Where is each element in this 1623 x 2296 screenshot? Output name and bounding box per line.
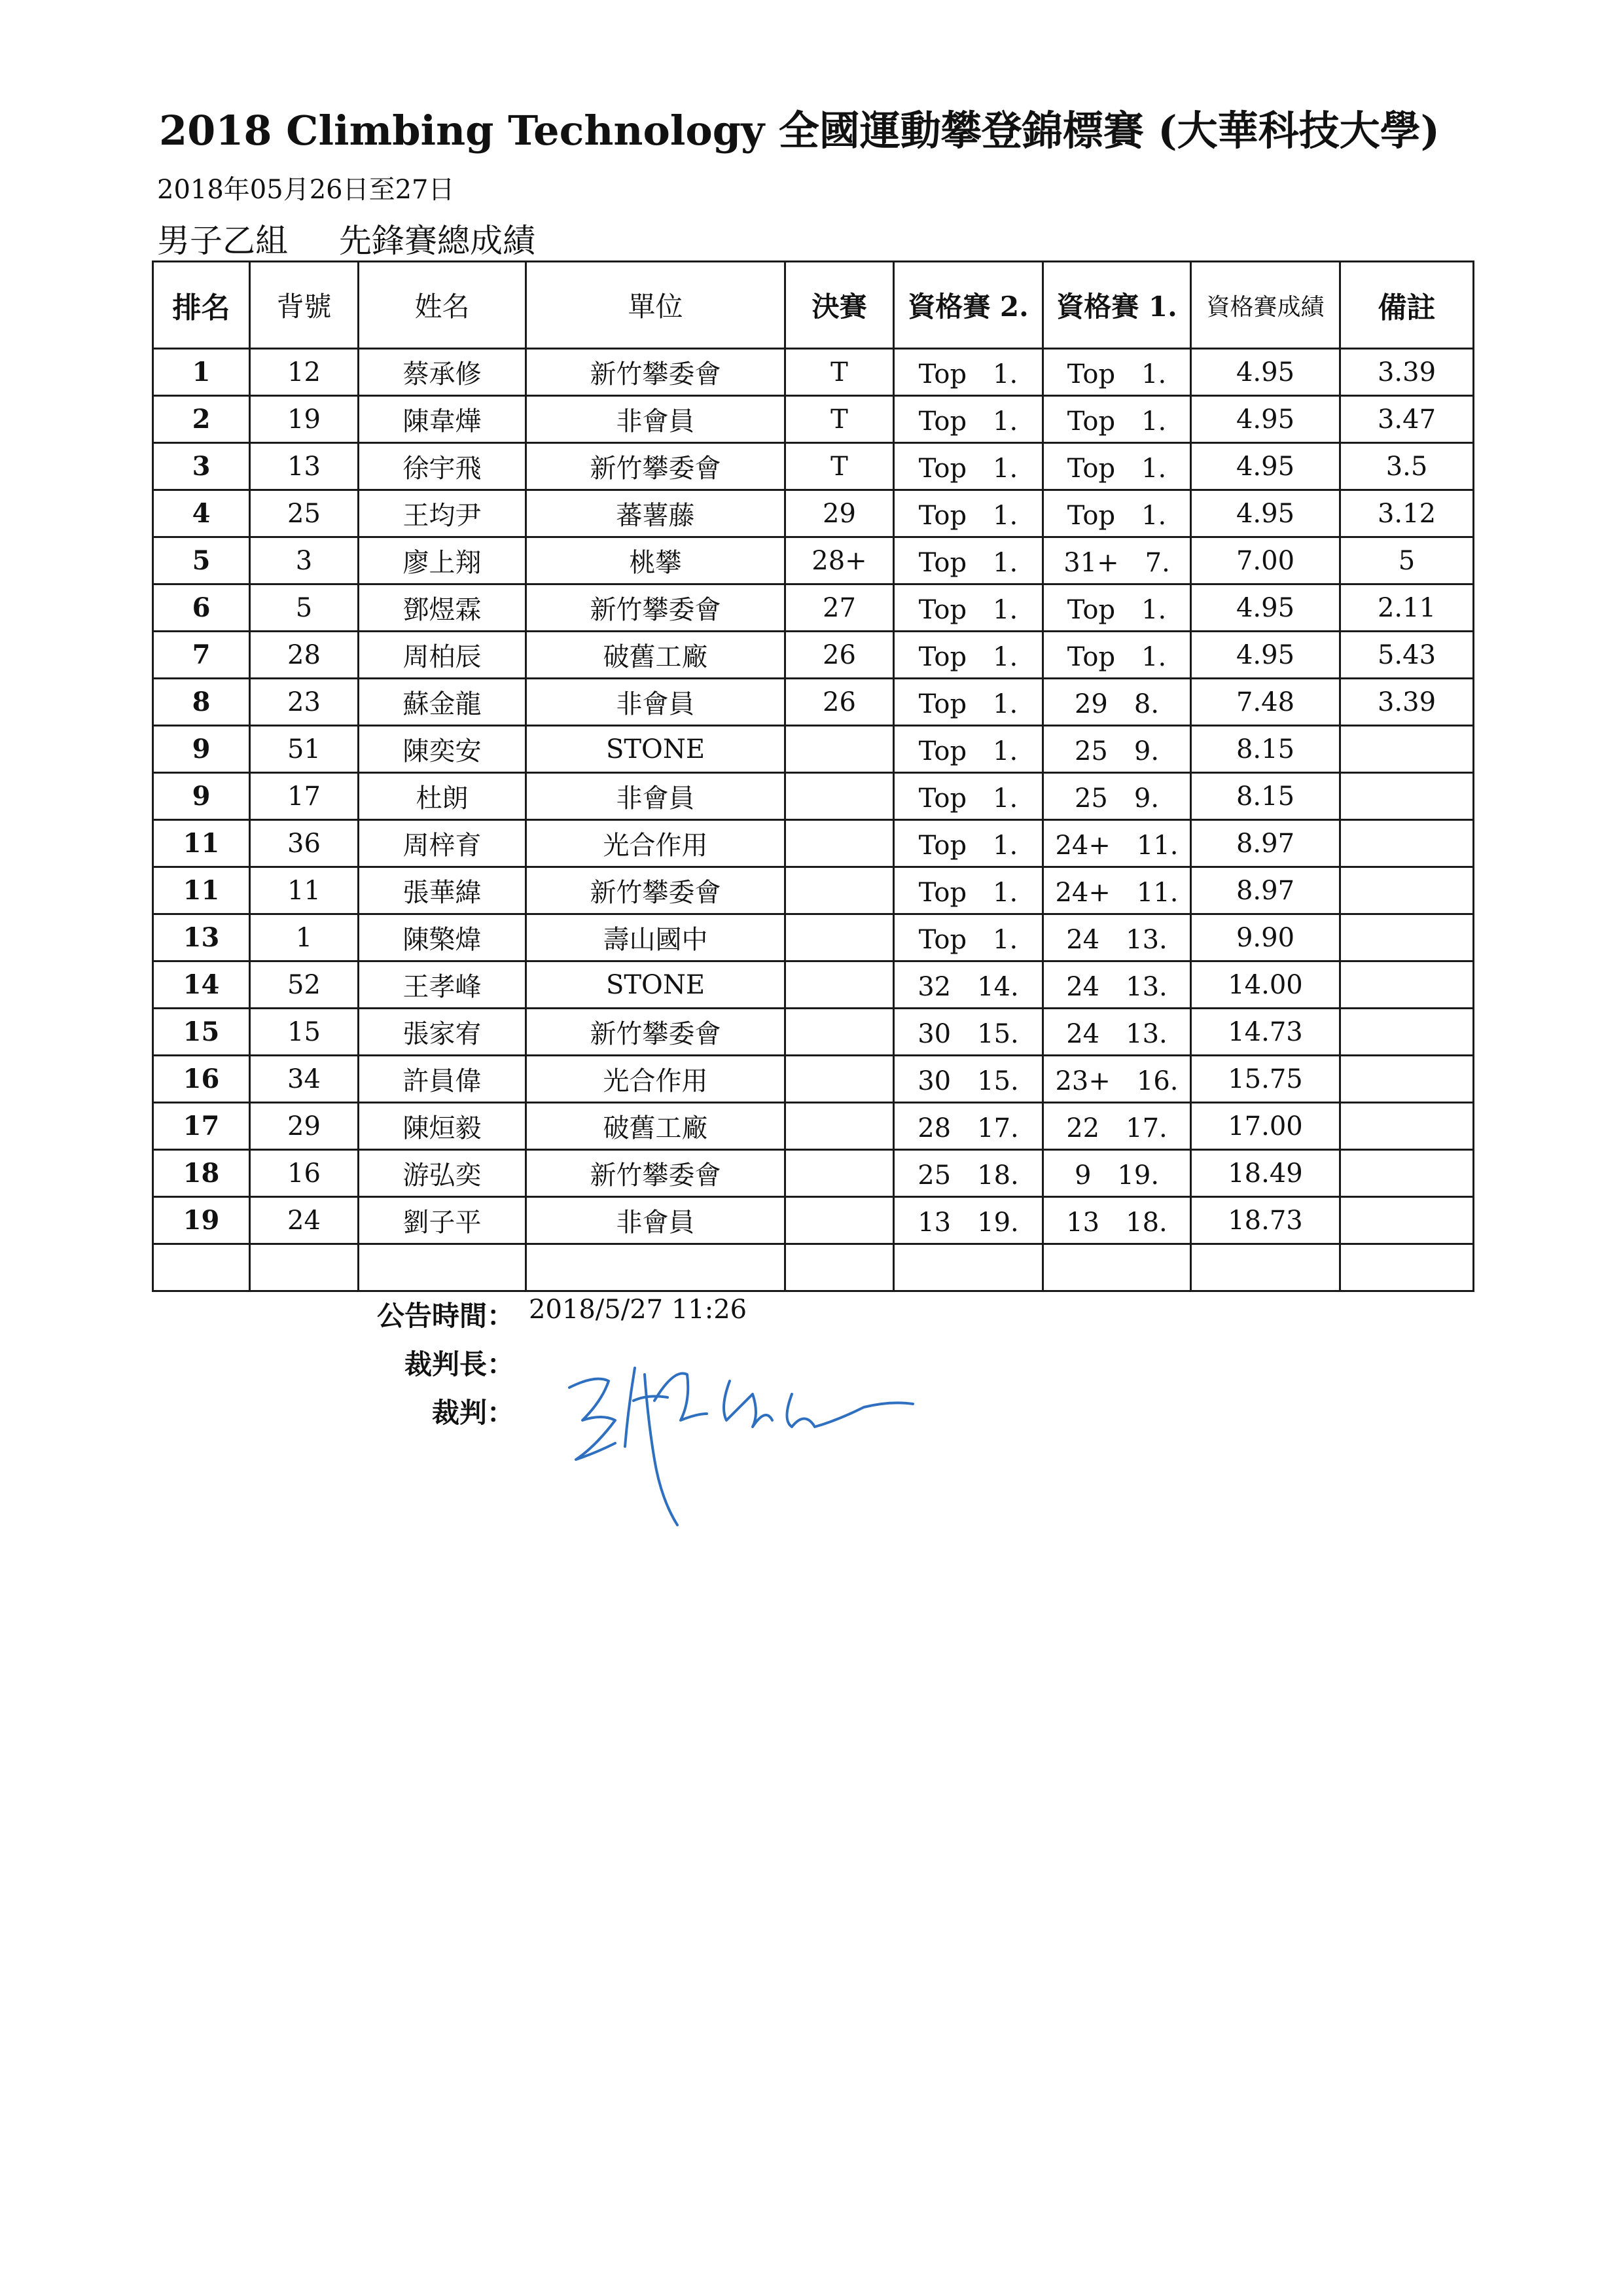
cell-name: 周梓育 — [359, 820, 526, 867]
cell-name: 張華緯 — [359, 867, 526, 914]
cell-rank: 11 — [153, 820, 250, 867]
cell-qual-1: 25 9. — [1043, 773, 1191, 820]
cell-unit: STONE — [526, 961, 785, 1009]
cell-qual-score: 15.75 — [1191, 1056, 1340, 1103]
col-qual-1: 資格賽 1. — [1043, 262, 1191, 349]
cell-qual-1: 29 8. — [1043, 679, 1191, 726]
table-row — [153, 961, 1474, 1009]
cell-name: 張家宥 — [359, 1009, 526, 1056]
table-row — [153, 1150, 1474, 1197]
cell-rank: 16 — [153, 1056, 250, 1103]
cell-qual-1: 22 17. — [1043, 1103, 1191, 1150]
col-bib: 背號 — [250, 262, 359, 349]
announce-label: 公告時間： — [376, 1300, 514, 1332]
cell-qual-2: Top 1. — [894, 820, 1043, 867]
cell-qual-score: 17.00 — [1191, 1103, 1340, 1150]
cell-unit — [526, 1244, 785, 1291]
cell-qual-2: Top 1. — [894, 632, 1043, 679]
cell-qual-score: 14.00 — [1191, 961, 1340, 1009]
cell-final: 28+ — [785, 537, 894, 584]
cell-unit: 新竹攀委會 — [526, 1150, 785, 1197]
cell-unit: 壽山國中 — [526, 914, 785, 961]
cell-qual-1: 24 13. — [1043, 1009, 1191, 1056]
cell-qual-score: 4.95 — [1191, 632, 1340, 679]
cell-qual-score: 4.95 — [1191, 584, 1340, 632]
cell-bib — [250, 1244, 359, 1291]
table-row — [153, 396, 1474, 443]
cell-final: 27 — [785, 584, 894, 632]
cell-rank: 14 — [153, 961, 250, 1009]
cell-note — [1340, 1056, 1474, 1103]
cell-qual-1: 24+ 11. — [1043, 867, 1191, 914]
cell-bib: 34 — [250, 1056, 359, 1103]
cell-qual-1: Top 1. — [1043, 396, 1191, 443]
cell-qual-1: Top 1. — [1043, 349, 1191, 396]
cell-bib: 13 — [250, 443, 359, 490]
cell-name: 周柏辰 — [359, 632, 526, 679]
cell-qual-1: 24+ 11. — [1043, 820, 1191, 867]
cell-qual-score: 7.48 — [1191, 679, 1340, 726]
cell-final: T — [785, 396, 894, 443]
cell-unit: 新竹攀委會 — [526, 1009, 785, 1056]
cell-final — [785, 1150, 894, 1197]
cell-qual-score: 4.95 — [1191, 443, 1340, 490]
cell-name: 劉子平 — [359, 1197, 526, 1244]
cell-bib: 28 — [250, 632, 359, 679]
cell-name: 陳奕安 — [359, 726, 526, 773]
cell-qual-2: Top 1. — [894, 726, 1043, 773]
table-row — [153, 1103, 1474, 1150]
cell-qual-2: Top 1. — [894, 349, 1043, 396]
cell-note — [1340, 1103, 1474, 1150]
cell-final — [785, 726, 894, 773]
cell-qual-1: Top 1. — [1043, 632, 1191, 679]
cell-note: 5.43 — [1340, 632, 1474, 679]
cell-final — [785, 820, 894, 867]
cell-qual-1: Top 1. — [1043, 584, 1191, 632]
cell-note — [1340, 726, 1474, 773]
cell-bib: 1 — [250, 914, 359, 961]
cell-rank: 2 — [153, 396, 250, 443]
cell-bib: 36 — [250, 820, 359, 867]
document-title: 2018 Climbing Technology 全國運動攀登錦標賽 (大華科技大學) — [159, 107, 1440, 154]
cell-bib: 25 — [250, 490, 359, 537]
cell-unit: 蕃薯藤 — [526, 490, 785, 537]
table-row — [153, 490, 1474, 537]
col-final: 決賽 — [785, 262, 894, 349]
table-row — [153, 1197, 1474, 1244]
cell-qual-score: 4.95 — [1191, 349, 1340, 396]
col-qual-score: 資格賽成績 — [1191, 262, 1340, 349]
table-row — [153, 584, 1474, 632]
cell-qual-1: 9 19. — [1043, 1150, 1191, 1197]
handwritten-signature-icon — [556, 1329, 923, 1538]
table-row — [153, 914, 1474, 961]
cell-unit: 光合作用 — [526, 820, 785, 867]
cell-final — [785, 1056, 894, 1103]
cell-unit: 新竹攀委會 — [526, 867, 785, 914]
cell-name: 杜朗 — [359, 773, 526, 820]
division-line — [157, 215, 535, 262]
cell-rank: 1 — [153, 349, 250, 396]
cell-note: 3.47 — [1340, 396, 1474, 443]
table-row — [153, 773, 1474, 820]
cell-rank: 5 — [153, 537, 250, 584]
cell-qual-score: 18.73 — [1191, 1197, 1340, 1244]
cell-rank: 9 — [153, 726, 250, 773]
cell-qual-1: Top 1. — [1043, 490, 1191, 537]
table-header-row — [153, 262, 1474, 349]
cell-qual-score: 14.73 — [1191, 1009, 1340, 1056]
table-row — [153, 632, 1474, 679]
cell-final: T — [785, 349, 894, 396]
cell-bib: 19 — [250, 396, 359, 443]
cell-qual-score: 18.49 — [1191, 1150, 1340, 1197]
cell-qual-1: 31+ 7. — [1043, 537, 1191, 584]
cell-note: 3.12 — [1340, 490, 1474, 537]
announce-time: 2018/5/27 11:26 — [529, 1295, 747, 1325]
cell-qual-1: 23+ 16. — [1043, 1056, 1191, 1103]
cell-unit: 新竹攀委會 — [526, 584, 785, 632]
cell-bib: 23 — [250, 679, 359, 726]
cell-unit: 破舊工廠 — [526, 1103, 785, 1150]
cell-note — [1340, 867, 1474, 914]
cell-unit: 破舊工廠 — [526, 632, 785, 679]
chief-judge-label: 裁判長： — [404, 1348, 514, 1380]
cell-note — [1340, 914, 1474, 961]
cell-note — [1340, 961, 1474, 1009]
cell-name: 廖上翔 — [359, 537, 526, 584]
cell-note: 5 — [1340, 537, 1474, 584]
results-body — [153, 349, 1474, 1291]
cell-unit: STONE — [526, 726, 785, 773]
cell-note: 3.39 — [1340, 349, 1474, 396]
cell-bib: 24 — [250, 1197, 359, 1244]
cell-note — [1340, 773, 1474, 820]
cell-name: 王均尹 — [359, 490, 526, 537]
cell-unit: 新竹攀委會 — [526, 349, 785, 396]
judge-label: 裁判： — [431, 1397, 514, 1429]
cell-qual-1: 13 18. — [1043, 1197, 1191, 1244]
cell-note: 3.39 — [1340, 679, 1474, 726]
results-table — [152, 260, 1474, 1292]
cell-bib: 29 — [250, 1103, 359, 1150]
cell-final: 26 — [785, 679, 894, 726]
cell-qual-2: Top 1. — [894, 679, 1043, 726]
cell-rank: 4 — [153, 490, 250, 537]
table-row — [153, 349, 1474, 396]
cell-name: 許員偉 — [359, 1056, 526, 1103]
cell-name: 蘇金龍 — [359, 679, 526, 726]
cell-name: 陳檠煒 — [359, 914, 526, 961]
cell-rank: 6 — [153, 584, 250, 632]
cell-name: 游弘奕 — [359, 1150, 526, 1197]
cell-qual-score: 8.97 — [1191, 820, 1340, 867]
cell-qual-2: Top 1. — [894, 443, 1043, 490]
cell-final — [785, 1197, 894, 1244]
cell-note: 3.5 — [1340, 443, 1474, 490]
cell-name: 徐宇飛 — [359, 443, 526, 490]
cell-note: 2.11 — [1340, 584, 1474, 632]
cell-unit: 非會員 — [526, 396, 785, 443]
cell-final — [785, 1103, 894, 1150]
table-row — [153, 867, 1474, 914]
cell-qual-2: Top 1. — [894, 867, 1043, 914]
table-row — [153, 726, 1474, 773]
cell-note — [1340, 820, 1474, 867]
cell-rank: 11 — [153, 867, 250, 914]
cell-note — [1340, 1009, 1474, 1056]
cell-qual-2: 30 15. — [894, 1056, 1043, 1103]
cell-qual-2: 13 19. — [894, 1197, 1043, 1244]
cell-qual-2: Top 1. — [894, 396, 1043, 443]
table-row — [153, 443, 1474, 490]
cell-name: 陳烜毅 — [359, 1103, 526, 1150]
table-row — [153, 1244, 1474, 1291]
cell-qual-2: Top 1. — [894, 537, 1043, 584]
cell-qual-score: 4.95 — [1191, 396, 1340, 443]
cell-final — [785, 867, 894, 914]
cell-note — [1340, 1197, 1474, 1244]
table-row — [153, 1009, 1474, 1056]
cell-bib: 3 — [250, 537, 359, 584]
division-name: 男子乙組 — [157, 222, 288, 260]
cell-qual-2: 28 17. — [894, 1103, 1043, 1150]
cell-final — [785, 914, 894, 961]
cell-final — [785, 1009, 894, 1056]
cell-qual-2: Top 1. — [894, 914, 1043, 961]
cell-note — [1340, 1244, 1474, 1291]
cell-unit: 光合作用 — [526, 1056, 785, 1103]
cell-name: 蔡承修 — [359, 349, 526, 396]
cell-name: 陳韋燁 — [359, 396, 526, 443]
cell-qual-score: 8.15 — [1191, 773, 1340, 820]
cell-name — [359, 1244, 526, 1291]
cell-qual-1: 24 13. — [1043, 961, 1191, 1009]
cell-name: 鄧煜霖 — [359, 584, 526, 632]
cell-qual-2: Top 1. — [894, 584, 1043, 632]
cell-qual-1: Top 1. — [1043, 443, 1191, 490]
cell-unit: 桃攀 — [526, 537, 785, 584]
cell-note — [1340, 1150, 1474, 1197]
cell-qual-2: Top 1. — [894, 773, 1043, 820]
cell-bib: 51 — [250, 726, 359, 773]
cell-bib: 5 — [250, 584, 359, 632]
col-unit: 單位 — [526, 262, 785, 349]
cell-qual-2: Top 1. — [894, 490, 1043, 537]
cell-bib: 16 — [250, 1150, 359, 1197]
col-qual-2: 資格賽 2. — [894, 262, 1043, 349]
cell-name: 王孝峰 — [359, 961, 526, 1009]
cell-qual-score: 8.15 — [1191, 726, 1340, 773]
cell-bib: 17 — [250, 773, 359, 820]
cell-rank: 8 — [153, 679, 250, 726]
cell-qual-1 — [1043, 1244, 1191, 1291]
cell-qual-1: 24 13. — [1043, 914, 1191, 961]
cell-rank: 18 — [153, 1150, 250, 1197]
cell-qual-1: 25 9. — [1043, 726, 1191, 773]
cell-bib: 15 — [250, 1009, 359, 1056]
cell-bib: 11 — [250, 867, 359, 914]
cell-qual-score: 4.95 — [1191, 490, 1340, 537]
cell-unit: 非會員 — [526, 1197, 785, 1244]
cell-qual-2: 30 15. — [894, 1009, 1043, 1056]
col-name: 姓名 — [359, 262, 526, 349]
cell-qual-2: 25 18. — [894, 1150, 1043, 1197]
cell-final: T — [785, 443, 894, 490]
cell-rank: 15 — [153, 1009, 250, 1056]
col-note: 備註 — [1340, 262, 1474, 349]
cell-qual-2: 32 14. — [894, 961, 1043, 1009]
cell-qual-score — [1191, 1244, 1340, 1291]
cell-final: 29 — [785, 490, 894, 537]
table-row — [153, 679, 1474, 726]
table-row — [153, 820, 1474, 867]
cell-rank: 17 — [153, 1103, 250, 1150]
cell-bib: 12 — [250, 349, 359, 396]
event-name: 先鋒賽總成績 — [339, 222, 535, 260]
cell-rank: 9 — [153, 773, 250, 820]
cell-qual-score: 9.90 — [1191, 914, 1340, 961]
cell-final — [785, 773, 894, 820]
cell-rank: 13 — [153, 914, 250, 961]
cell-unit: 非會員 — [526, 679, 785, 726]
cell-rank — [153, 1244, 250, 1291]
col-rank: 排名 — [153, 262, 250, 349]
table-row — [153, 1056, 1474, 1103]
cell-bib: 52 — [250, 961, 359, 1009]
cell-unit: 非會員 — [526, 773, 785, 820]
cell-unit: 新竹攀委會 — [526, 443, 785, 490]
cell-final: 26 — [785, 632, 894, 679]
cell-qual-2 — [894, 1244, 1043, 1291]
cell-rank: 19 — [153, 1197, 250, 1244]
cell-rank: 7 — [153, 632, 250, 679]
cell-qual-score: 7.00 — [1191, 537, 1340, 584]
event-date: 2018年05月26日至27日 — [157, 175, 455, 205]
cell-rank: 3 — [153, 443, 250, 490]
cell-final — [785, 1244, 894, 1291]
cell-final — [785, 961, 894, 1009]
table-row — [153, 537, 1474, 584]
cell-qual-score: 8.97 — [1191, 867, 1340, 914]
